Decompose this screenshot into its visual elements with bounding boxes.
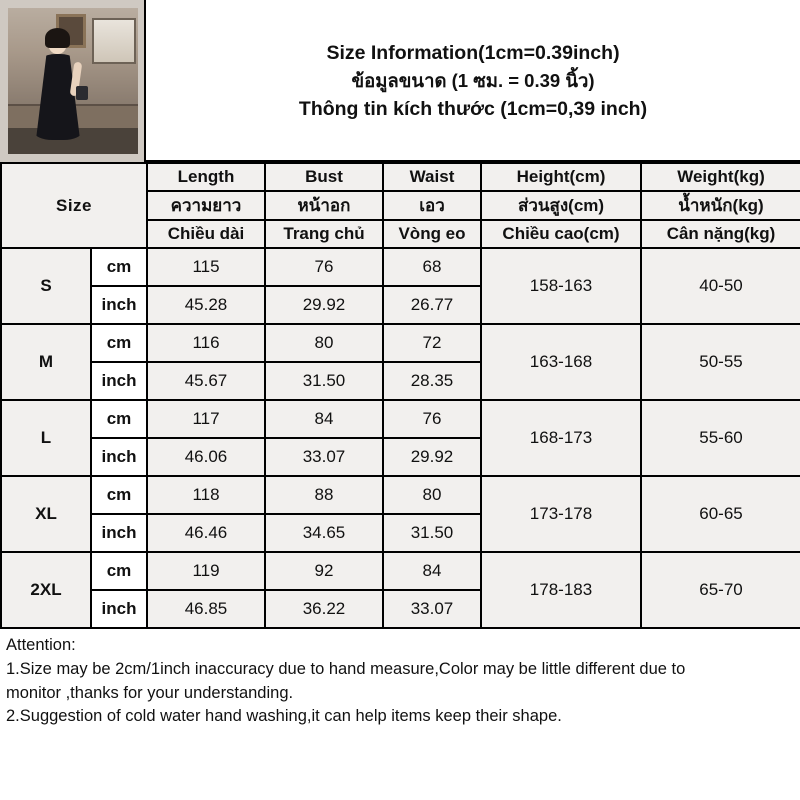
header-height-th: ส่วนสูง(cm) [481, 191, 641, 220]
cell-length-cm: 119 [147, 552, 265, 590]
attention-line-2: monitor ,thanks for your understanding. [6, 683, 294, 702]
cell-bust-inch: 34.65 [265, 514, 383, 552]
cell-weight: 50-55 [641, 324, 800, 400]
header-waist-vi: Vòng eo [383, 220, 481, 248]
cell-bust-cm: 88 [265, 476, 383, 514]
cell-bust-inch: 36.22 [265, 590, 383, 628]
header-length-en: Length [147, 163, 265, 191]
cell-bust-cm: 92 [265, 552, 383, 590]
title-line-en: Size Information(1cm=0.39inch) [326, 42, 620, 65]
window-decor [92, 18, 136, 64]
table-row [1, 248, 800, 286]
table-row [1, 400, 800, 438]
header-length-vi: Chiều dài [147, 220, 265, 248]
row-unit-cm: cm [91, 400, 147, 438]
header-height-vi: Chiều cao(cm) [481, 220, 641, 248]
cell-weight: 60-65 [641, 476, 800, 552]
cell-waist-cm: 80 [383, 476, 481, 514]
cell-weight: 65-70 [641, 552, 800, 628]
cell-length-cm: 115 [147, 248, 265, 286]
row-unit-cm: cm [91, 476, 147, 514]
cell-length-inch: 45.28 [147, 286, 265, 324]
cell-bust-inch: 33.07 [265, 438, 383, 476]
cell-length-cm: 117 [147, 400, 265, 438]
cell-bust-cm: 76 [265, 248, 383, 286]
handbag [76, 86, 88, 100]
size-corner-header: Size [1, 163, 147, 248]
cell-waist-inch: 26.77 [383, 286, 481, 324]
product-photo [8, 8, 138, 154]
cell-waist-inch: 28.35 [383, 362, 481, 400]
row-unit-cm: cm [91, 552, 147, 590]
attention-line-3: 2.Suggestion of cold water hand washing,it can help items keep their shape. [6, 707, 562, 726]
attention-title: Attention: [6, 636, 76, 654]
table-row [1, 552, 800, 590]
attention-block [0, 629, 800, 728]
cell-waist-cm: 84 [383, 552, 481, 590]
model-figure [32, 28, 84, 140]
row-size-label: XL [1, 476, 91, 552]
header-waist-en: Waist [383, 163, 481, 191]
cell-length-inch: 46.85 [147, 590, 265, 628]
cell-waist-cm: 72 [383, 324, 481, 362]
header-waist-th: เอว [383, 191, 481, 220]
cell-bust-cm: 80 [265, 324, 383, 362]
cell-height: 178-183 [481, 552, 641, 628]
row-unit-inch: inch [91, 590, 147, 628]
table-header-row-en [1, 163, 800, 191]
cell-height: 173-178 [481, 476, 641, 552]
cell-waist-cm: 76 [383, 400, 481, 438]
header-height-en: Height(cm) [481, 163, 641, 191]
cell-waist-inch: 29.92 [383, 438, 481, 476]
cell-height: 168-173 [481, 400, 641, 476]
cell-weight: 55-60 [641, 400, 800, 476]
row-unit-inch: inch [91, 362, 147, 400]
header [0, 0, 800, 162]
cell-waist-inch: 33.07 [383, 590, 481, 628]
cell-height: 158-163 [481, 248, 641, 324]
row-size-label: S [1, 248, 91, 324]
header-weight-en: Weight(kg) [641, 163, 800, 191]
cell-weight: 40-50 [641, 248, 800, 324]
row-size-label: M [1, 324, 91, 400]
cell-length-cm: 118 [147, 476, 265, 514]
table-row [1, 324, 800, 362]
cell-waist-cm: 68 [383, 248, 481, 286]
header-weight-th: น้ำหนัก(kg) [641, 191, 800, 220]
cell-bust-inch: 31.50 [265, 362, 383, 400]
cell-waist-inch: 31.50 [383, 514, 481, 552]
cell-length-cm: 116 [147, 324, 265, 362]
cell-bust-cm: 84 [265, 400, 383, 438]
cell-length-inch: 46.06 [147, 438, 265, 476]
header-bust-th: หน้าอก [265, 191, 383, 220]
product-photo-cell [0, 0, 146, 162]
header-weight-vi: Cân nặng(kg) [641, 220, 800, 248]
row-unit-inch: inch [91, 286, 147, 324]
header-length-th: ความยาว [147, 191, 265, 220]
cell-length-inch: 45.67 [147, 362, 265, 400]
attention-line-1: 1.Size may be 2cm/1inch inaccuracy due to hand measure,Color may be little different due to [6, 659, 686, 678]
title-line-vi: Thông tin kích thước (1cm=0,39 inch) [298, 97, 648, 120]
title-block [146, 0, 800, 162]
row-unit-inch: inch [91, 438, 147, 476]
cell-length-inch: 46.46 [147, 514, 265, 552]
title-line-th: ข้อมูลขนาด (1 ซม. = 0.39 นิ้ว) [351, 70, 595, 92]
row-unit-inch: inch [91, 514, 147, 552]
row-unit-cm: cm [91, 248, 147, 286]
model-hair [45, 28, 70, 48]
row-size-label: L [1, 400, 91, 476]
header-bust-en: Bust [265, 163, 383, 191]
cell-bust-inch: 29.92 [265, 286, 383, 324]
row-size-label: 2XL [1, 552, 91, 628]
cell-height: 163-168 [481, 324, 641, 400]
table-row [1, 476, 800, 514]
row-unit-cm: cm [91, 324, 147, 362]
header-bust-vi: Trang chủ [265, 220, 383, 248]
size-table [0, 162, 800, 629]
